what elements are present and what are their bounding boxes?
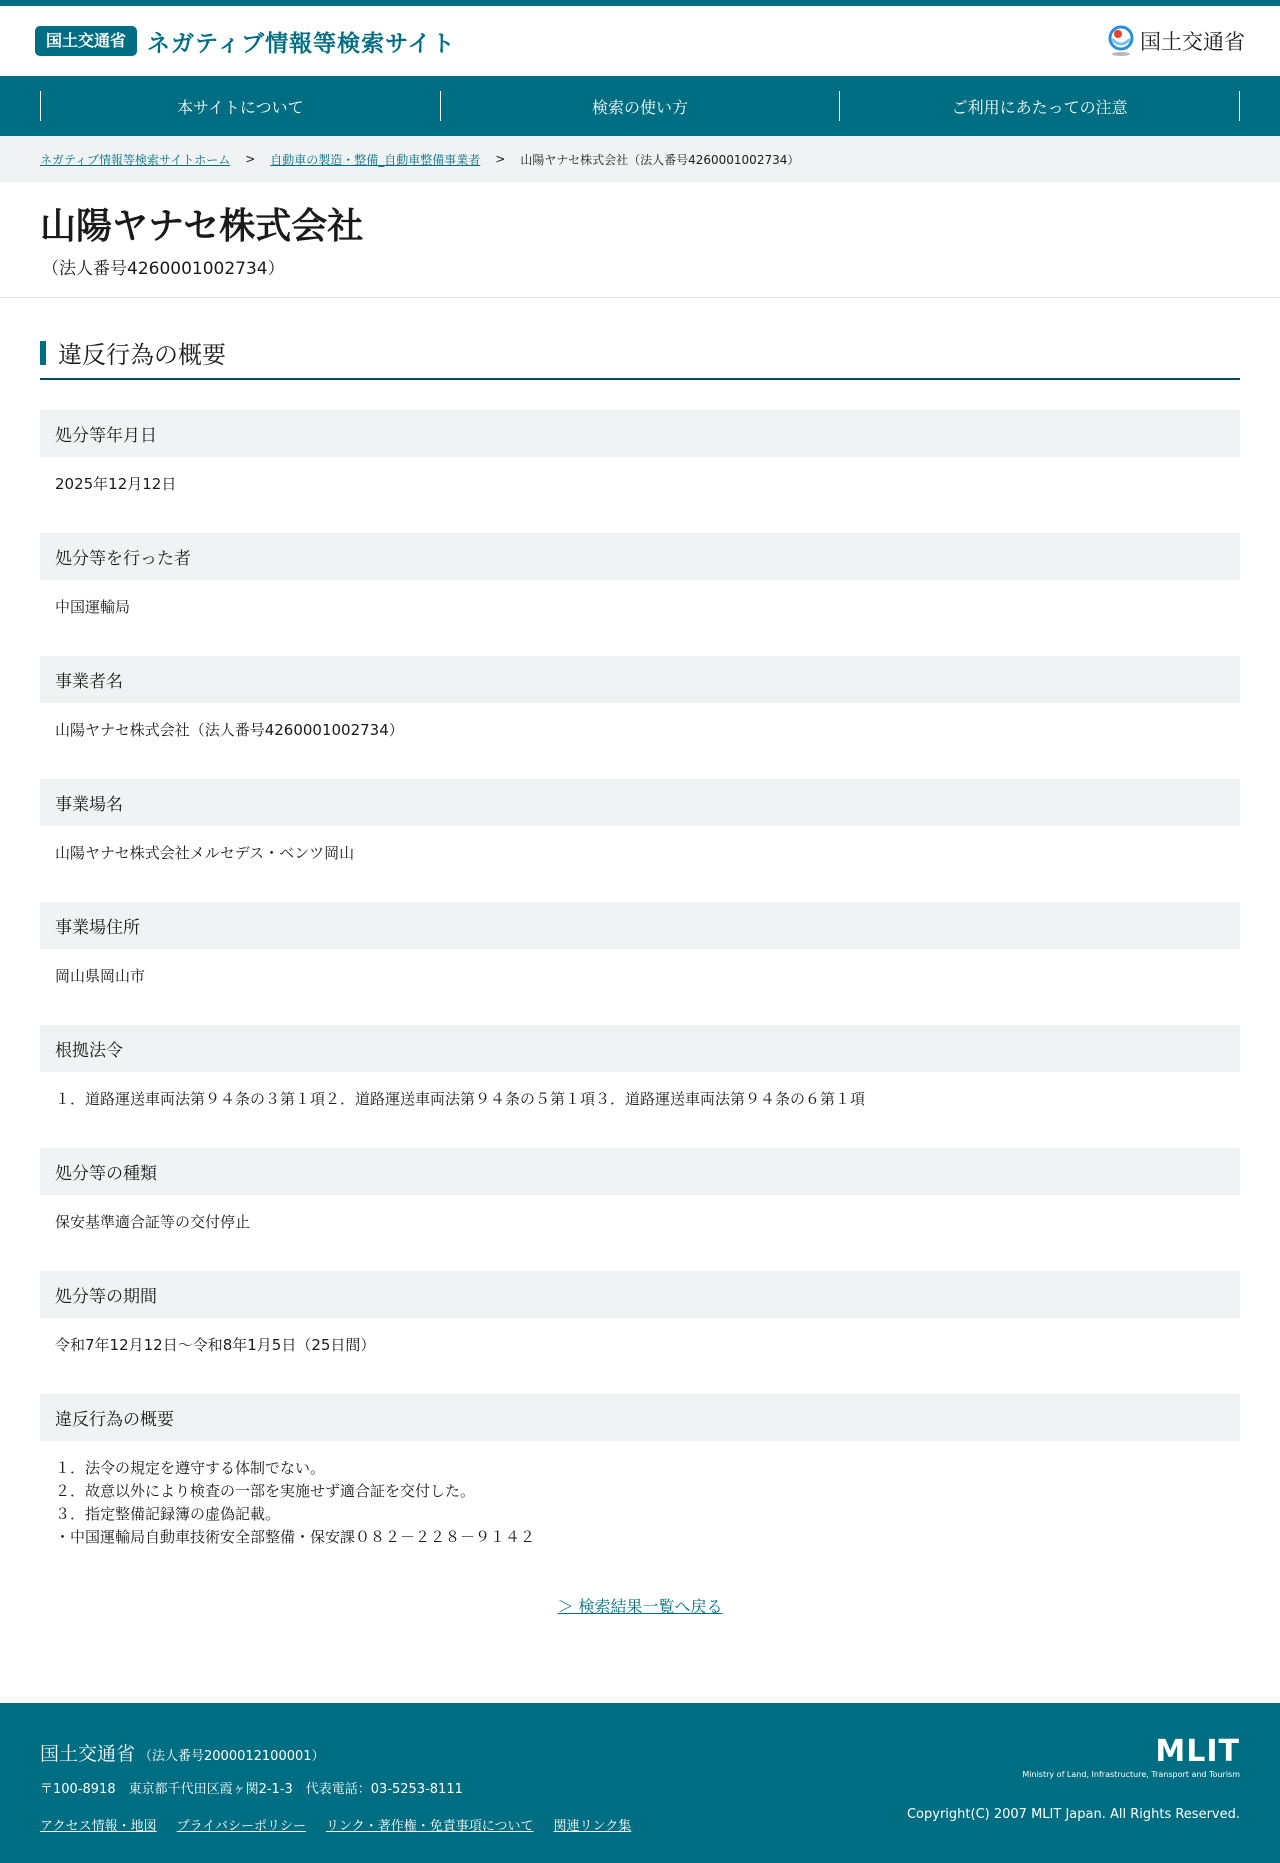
field-label: 根拠法令 [40, 1025, 1240, 1072]
back-to-results-link[interactable]: ＞ 検索結果一覧へ戻る [557, 1597, 723, 1616]
footer-link-access[interactable]: アクセス情報・地図 [40, 1819, 157, 1834]
breadcrumb-separator: > [495, 152, 506, 166]
footer-address: 〒100-8918 東京都千代田区霞ヶ関2-1-3 代表電話：03-5253-8111 [40, 1782, 463, 1797]
field-value: 中国運輸局 [55, 598, 131, 616]
field-label: 違反行為の概要 [40, 1394, 1240, 1441]
nav-item-notes[interactable]: ご利用にあたっての注意 [839, 91, 1240, 121]
site-footer [0, 1703, 1280, 1863]
mlit-logo[interactable] [1106, 25, 1245, 57]
mlit-logo-text: 国土交通省 [1140, 30, 1245, 54]
summary-line: ２．故意以外により検査の一部を実施せず適合証を交付した。 [55, 1482, 476, 1500]
footer-org-title: 国土交通省 [40, 1743, 136, 1765]
section-heading-text: 違反行為の概要 [58, 341, 226, 369]
heading-accent-bar [40, 341, 46, 365]
nav-item-about[interactable]: 本サイトについて [40, 91, 440, 121]
field-violation-summary [40, 1394, 1240, 1561]
field-label: 処分等の期間 [40, 1271, 1240, 1318]
footer-link-copyright[interactable]: リンク・著作権・免責事項について [325, 1819, 534, 1834]
footer-link-privacy[interactable]: プライバシーポリシー [176, 1819, 306, 1834]
mlit-tagline: Ministry of Land, Infrastructure, Transport and Tourism [1022, 1770, 1240, 1779]
page-header [0, 182, 1280, 298]
field-business-name [40, 656, 1240, 754]
field-value: 2025年12月12日 [55, 475, 177, 493]
nav-item-how-to-search[interactable]: 検索の使い方 [440, 91, 840, 121]
field-label: 処分等年月日 [40, 410, 1240, 457]
field-label: 処分等の種類 [40, 1148, 1240, 1195]
field-value: 令和7年12月12日～令和8年1月5日（25日間） [55, 1336, 376, 1354]
footer-right [906, 1734, 1240, 1863]
breadcrumb-category-link[interactable]: 自動車の製造・整備_自動車整備事業者 [270, 152, 481, 167]
breadcrumb [0, 136, 1280, 182]
field-value: 山陽ヤナセ株式会社（法人番号4260001002734） [55, 721, 404, 739]
breadcrumb-current: 山陽ヤナセ株式会社（法人番号4260001002734） [520, 152, 800, 167]
footer-links [40, 1815, 651, 1834]
field-label: 処分等を行った者 [40, 533, 1240, 580]
mlit-wordmark-logo: MLIT [1155, 1734, 1240, 1769]
ministry-badge: 国土交通省 [35, 26, 137, 56]
summary-line: ３．指定整備記録簿の虚偽記載。 [55, 1505, 281, 1523]
site-brand[interactable] [35, 25, 456, 58]
footer-corporate-number: （法人番号2000012100001） [139, 1749, 325, 1764]
field-legal-basis [40, 1025, 1240, 1123]
site-header [0, 6, 1280, 76]
field-value: １．道路運送車両法第９４条の３第１項２．道路運送車両法第９４条の５第１項３．道路運送車両法第９４条の６第１項 [55, 1090, 866, 1108]
field-site-address [40, 902, 1240, 1000]
field-label: 事業場住所 [40, 902, 1240, 949]
field-value: 岡山県岡山市 [55, 967, 146, 985]
breadcrumb-home-link[interactable]: ネガティブ情報等検索サイトホーム [40, 152, 231, 167]
field-issuing-authority [40, 533, 1240, 631]
back-link-container [40, 1594, 1240, 1703]
footer-org-name [40, 1741, 651, 1770]
field-label: 事業者名 [40, 656, 1240, 703]
site-title: ネガティブ情報等検索サイト [147, 30, 456, 57]
field-value: 山陽ヤナセ株式会社メルセデス・ベンツ岡山 [55, 844, 355, 862]
summary-line: １．法令の規定を遵守する体制でない。 [55, 1459, 326, 1477]
mlit-emblem-icon [1106, 25, 1136, 57]
global-nav [0, 76, 1280, 136]
field-disposition-period [40, 1271, 1240, 1369]
page-subtitle: （法人番号4260001002734） [42, 259, 285, 279]
breadcrumb-separator: > [245, 152, 256, 166]
section-heading [40, 335, 1240, 380]
page-title: 山陽ヤナセ株式会社 [40, 206, 364, 247]
copyright: Copyright(C) 2007 MLIT Japan. All Rights Reserved. [906, 1807, 1240, 1822]
footer-link-related[interactable]: 関連リンク集 [553, 1819, 632, 1834]
field-label: 事業場名 [40, 779, 1240, 826]
main-content [0, 298, 1280, 1703]
field-value [40, 1441, 1240, 1561]
footer-left [40, 1741, 651, 1863]
field-disposition-type [40, 1148, 1240, 1246]
field-site-name [40, 779, 1240, 877]
summary-line: ・中国運輸局自動車技術安全部整備・保安課０８２－２２８－９１４２ [55, 1528, 536, 1546]
field-value: 保安基準適合証等の交付停止 [55, 1213, 251, 1231]
field-disposition-date [40, 410, 1240, 508]
